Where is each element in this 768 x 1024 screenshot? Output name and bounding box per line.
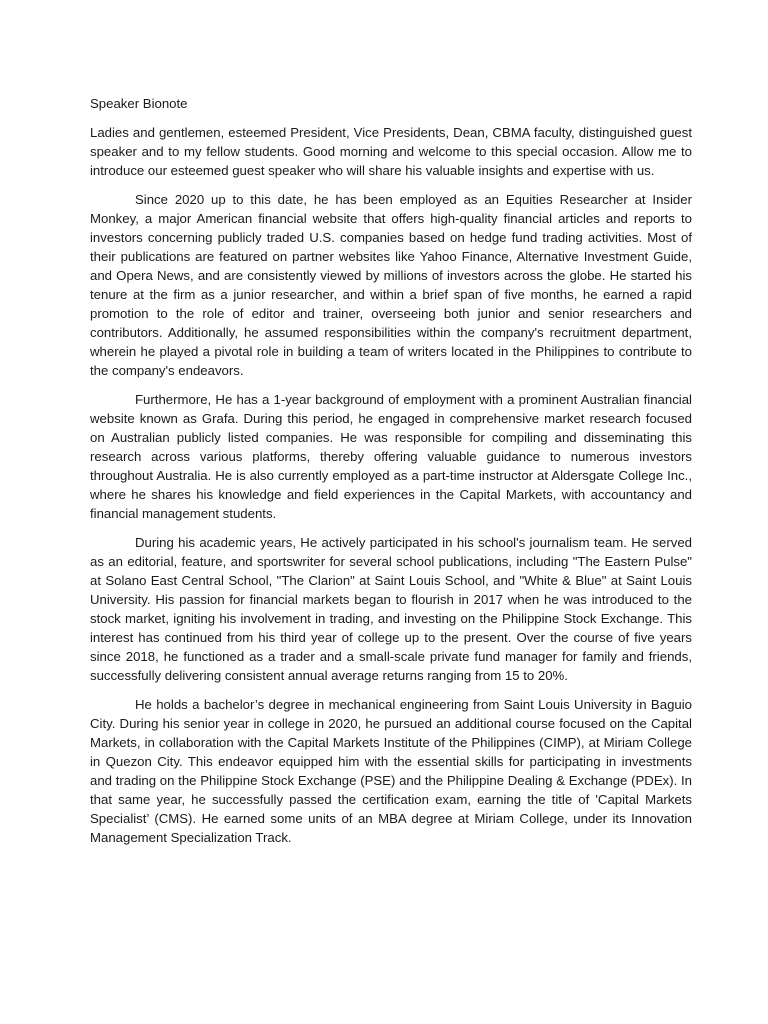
paragraph-grafa: Furthermore, He has a 1-year background of employment with a prominent Australian financial website known as Grafa. During this period, he engaged in comprehensive market research focused on Australian publicly listed companies. He was responsible for compiling and disseminating this research across various platforms, thereby offering valuable guidance to numerous investors throughout Australia. He is also currently employed as a part-time instructor at Aldersgate College Inc., where he shares his knowledge and field experiences in the Capital Markets, with accountancy and financial management students. (90, 392, 692, 521)
paragraph-education: He holds a bachelor’s degree in mechanical engineering from Saint Louis University in Baguio City. During his senior year in college in 2020, he pursued an additional course focused on the Capital Markets, in collaboration with the Capital Markets Institute of the Philippines (CIMP), at Miriam College in Quezon City. This endeavor equipped him with the essential skills for participating in investments and trading on the Philippine Stock Exchange (PSE) and the Philippine Dealing & Exchange (PDEx). In that same year, he successfully passed the certification exam, earning the title of 'Capital Markets Specialist’ (CMS). He earned some units of an MBA degree at Miriam College, under its Innovation Management Specialization Track. (90, 697, 692, 845)
paragraph-greeting: Ladies and gentlemen, esteemed President, Vice Presidents, Dean, CBMA faculty, distinguished guest speaker and to my fellow students. Good morning and welcome to this special occasion. Allow me to introduce our esteemed guest speaker who will share his valuable insights and expertise with us. (90, 125, 692, 178)
paragraph-academic-years: During his academic years, He actively participated in his school's journalism team. He served as an editorial, feature, and sportswriter for several school publications, including "The Eastern Pulse" at Solano East Central School, "The Clarion" at Saint Louis School, and "White & Blue" at Saint Louis University. His passion for financial markets began to flourish in 2017 when he was introduced to the stock market, igniting his involvement in trading, and investing on the Philippine Stock Exchange. This interest has continued from his third year of college up to the present. Over the course of five years since 2018, he functioned as a trader and a small-scale private fund manager for family and friends, successfully delivering consistent annual average returns ranging from 15 to 20%. (90, 535, 692, 683)
document-title: Speaker Bionote (90, 96, 188, 111)
paragraph-insider-monkey: Since 2020 up to this date, he has been employed as an Equities Researcher at Insider Monkey, a major American financial website that offers high-quality financial articles and reports to investors concerning publicly traded U.S. companies based on hedge fund trading activities. Most of their publications are featured on partner websites like Yahoo Finance, Alternative Investment Guide, and Opera News, and are consistently viewed by millions of investors across the globe. He started his tenure at the firm as a junior researcher, and within a brief span of five months, he earned a rapid promotion to the role of editor and trainer, overseeing both junior and senior researchers and contributors. Additionally, he assumed responsibilities within the company's recruitment department, wherein he played a pivotal role in building a team of writers located in the Philippines to contribute to the company's endeavors. (90, 192, 692, 378)
